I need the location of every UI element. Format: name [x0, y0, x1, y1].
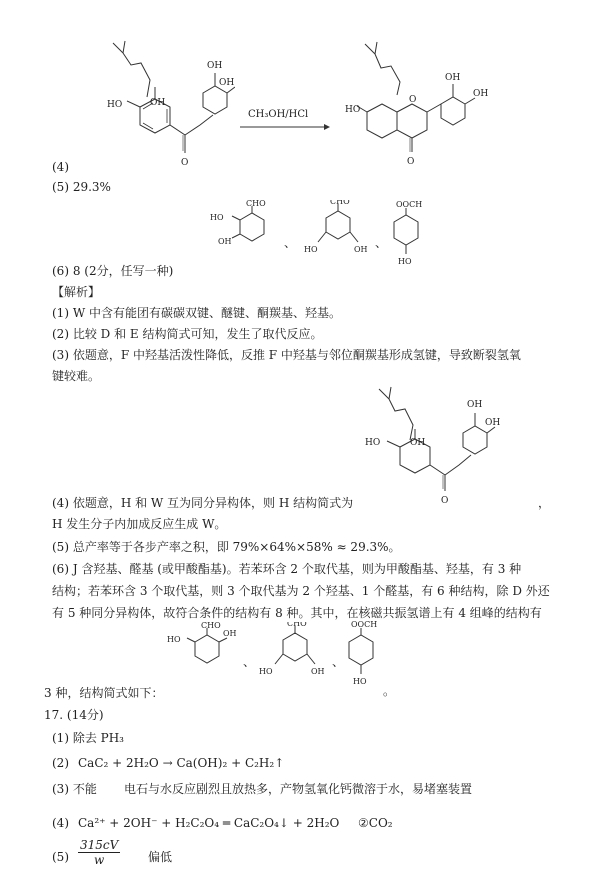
analysis-line-7-end: 。 — [383, 684, 396, 698]
q17-answer-4-label: (4) — [52, 816, 69, 830]
q17-answer-2-equation: CaC₂ + 2H₂O → Ca(OH)₂ + C₂H₂↑ — [78, 756, 285, 770]
h-structure — [355, 385, 505, 510]
svg-text:CHO: CHO — [201, 622, 221, 630]
svg-text:CHO: CHO — [246, 200, 266, 208]
analysis-line-3b: 键较难。 — [52, 369, 101, 383]
analysis-line-5: (5) 总产率等于各步产率之积，即 79%×64%×58% ≈ 29.3%。 — [52, 540, 401, 554]
product-label-oh1: OH — [445, 73, 461, 83]
product-structure — [345, 40, 505, 170]
analysis-line-6b: 结构；若苯环含 3 个取代基，则 3 个取代基为 2 个羟基、1 个醛基，有 6 种结构，除 D 外还 — [52, 584, 550, 598]
q17-title: 17. (14分) — [44, 708, 104, 722]
svg-text:CHO: CHO — [287, 622, 307, 628]
product-label-ring-o: O — [409, 95, 417, 105]
svg-text:HO: HO — [365, 438, 381, 448]
reactant-structure — [95, 35, 235, 180]
analysis-line-6c: 有 5 种同分异构体，故符合条件的结构有 8 种。其中，在核磁共振氢谱上有 4 组峰的结构有 — [52, 606, 542, 620]
svg-text:HO: HO — [259, 667, 273, 676]
q17-answer-3-label: (3) 不能 — [52, 782, 97, 796]
fraction-numerator: 315cV — [80, 838, 119, 852]
analysis-line-4b: H 发生分子内加成反应生成 W。 — [52, 517, 227, 531]
svg-text:HO: HO — [167, 635, 181, 644]
isomer-1b-structure — [165, 622, 240, 677]
reactant-label-o: O — [181, 158, 189, 168]
svg-text:OH: OH — [467, 400, 483, 410]
q17-answer-5-extra: 偏低 — [148, 850, 173, 864]
q17-answer-4-equation: Ca²⁺ + 2OH⁻ + H₂C₂O₄ ═ CaC₂O₄↓ + 2H₂O — [78, 816, 340, 830]
reactant-label-oh1: OH — [150, 98, 166, 108]
q17-answer-2-label: (2) — [52, 756, 69, 770]
q17-answer-3-text: 电石与水反应剧烈且放热多，产物氢氧化钙微溶于水，易堵塞装置 — [124, 782, 473, 796]
analysis-line-1: (1) W 中含有能团有碳碳双键、醚键、酮羰基、羟基。 — [52, 306, 341, 320]
q17-answer-4-extra: ②CO₂ — [358, 816, 393, 830]
isomer-sep-2: 、 — [375, 236, 388, 250]
analysis-line-6a: (6) J 含羟基、醛基 (或甲酸酯基)。若苯环含 2 个取代基，则为甲酸酯基、羟基，有 3 种 — [52, 562, 522, 576]
svg-text:OH: OH — [485, 418, 501, 428]
svg-text:OH: OH — [354, 245, 368, 254]
svg-text:OH: OH — [311, 667, 325, 676]
svg-text:OOCH: OOCH — [351, 620, 378, 629]
svg-text:OH: OH — [410, 438, 426, 448]
svg-text:HO: HO — [210, 213, 224, 222]
analysis-line-4a: (4) 依题意，H 和 W 互为同分异构体，则 H 结构简式为 — [52, 496, 354, 510]
q17-answer-5-label: (5) — [52, 850, 69, 864]
svg-text:HO: HO — [398, 257, 412, 266]
fraction-denominator: w — [94, 853, 105, 867]
isomer-sep-3: 、 — [243, 655, 256, 669]
reaction-arrow — [240, 122, 330, 132]
answer-4-label: (4) — [52, 160, 69, 174]
analysis-line-3a: (3) 依题意，F 中羟基活泼性降低，反推 F 中羟基与邻位酮羰基形成氢键，导致断裂氢氧 — [52, 348, 521, 362]
q17-answer-1: (1) 除去 PH₃ — [52, 731, 124, 745]
svg-text:HO: HO — [353, 677, 367, 686]
svg-text:O: O — [441, 496, 449, 506]
product-label-ho: HO — [345, 105, 361, 115]
svg-text:OH: OH — [223, 629, 237, 638]
answer-5: (5) 29.3% — [52, 180, 111, 194]
analysis-line-2: (2) 比较 D 和 E 结构简式可知，发生了取代反应。 — [52, 327, 323, 341]
q17-answer-5-fraction — [78, 838, 120, 867]
analysis-line-4a-end: ， — [538, 496, 551, 510]
svg-text:OOCH: OOCH — [396, 200, 423, 209]
isomer-sep-1: 、 — [284, 236, 297, 250]
reactant-label-oh3: OH — [219, 78, 235, 88]
svg-text:CHO: CHO — [330, 200, 350, 206]
product-label-oh2: OH — [473, 89, 489, 99]
svg-text:OH: OH — [218, 237, 232, 246]
isomer-1-structure — [210, 200, 280, 255]
reaction-reagent: CH₃OH/HCl — [248, 109, 309, 120]
isomer-sep-4: 、 — [332, 655, 345, 669]
isomer-3b-structure — [335, 620, 390, 692]
isomer-2b-structure — [255, 622, 335, 684]
reactant-label-ho: HO — [107, 100, 123, 110]
analysis-header: 【解析】 — [52, 285, 101, 299]
isomer-3-structure — [380, 200, 435, 272]
isomer-2-structure — [300, 200, 375, 265]
answer-6: (6) 8 (2分，任写一种) — [52, 264, 174, 278]
analysis-line-7: 3 种，结构简式如下： — [44, 686, 164, 700]
product-label-o: O — [407, 157, 415, 167]
reactant-label-oh2: OH — [207, 61, 223, 71]
svg-text:HO: HO — [304, 245, 318, 254]
